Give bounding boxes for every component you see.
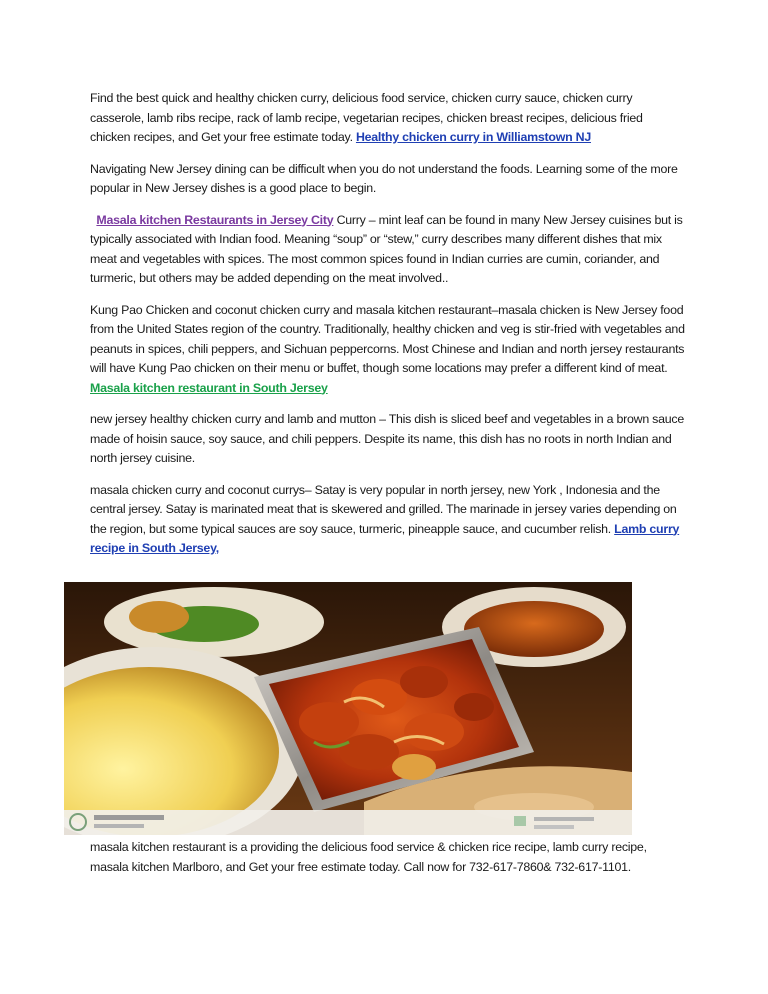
paragraph-kung-pao-text: Kung Pao Chicken and coconut chicken curry and masala kitchen restaurant–masala chicken is New Jersey food from the United States region of the country. Traditionally, healthy chicken and veg is stir-fried with vegetables and peanuts in spices, chili peppers, and Sichuan peppercorns. Most Chinese and Indian and north jersey restaurants will have Kung Pao chicken on their menu or buffet, though some locations may prefer a different kind of meat.: [90, 302, 685, 375]
link-healthy-chicken-curry[interactable]: Healthy chicken curry in Williamstown NJ: [355, 130, 591, 144]
paragraph-navigating-text: Navigating New Jersey dining can be difficult when you do not understand the foods. Learning some of the more popular in New Jersey dishes is a good place to begin.: [90, 161, 678, 195]
paragraph-beef-text: new jersey healthy chicken curry and lamb and mutton – This dish is sliced beef and vegetables in a brown sauce made of hoisin sauce, soy sauce, and chili peppers. Despite its name, this dish has no roots in north Indian and north jersey cuisine.: [90, 412, 684, 465]
paragraph-satay: [90, 481, 686, 559]
paragraph-navigating: [90, 160, 686, 199]
link-lamb-curry-recipe[interactable]: Lamb curry recipe in South Jersey,: [90, 521, 680, 555]
link-masala-kitchen-south-jersey[interactable]: Masala kitchen restaurant in South Jersey: [90, 380, 328, 395]
paragraph-curry: [90, 211, 686, 289]
paragraph-closing: [90, 838, 686, 877]
link-masala-kitchen-jersey-city[interactable]: Masala kitchen Restaurants in Jersey City: [96, 212, 334, 227]
paragraph-beef: [90, 410, 686, 469]
paragraph-kung-pao: [90, 301, 686, 399]
paragraph-closing-text: masala kitchen restaurant is a providing the delicious food service & chicken rice recipe, lamb curry recipe, masala kitchen Marlboro, and Get your free estimate today. Call now for 732-617-7860& 732-617-1101.: [90, 840, 647, 874]
paragraph-intro-text: Find the best quick and healthy chicken curry, delicious food service, chicken curry sauce, chicken curry casserole, lamb ribs recipe, rack of lamb recipe, vegetarian recipes, chicken breast recipes, delicious fried chicken recipes, and Get your free estimate today.: [90, 91, 643, 144]
paragraph-satay-text: masala chicken curry and coconut currys– Satay is very popular in north jersey, new York , Indonesia and the central jersey. Satay is marinated meat that is skewered and grilled. The marinade in jersey varies depending on the region, but some typical sauces are soy sauce, turmeric, pineapple sauce, and cucumber relish.: [90, 482, 677, 536]
paragraph-curry-text: Curry – mint leaf can be found in many New Jersey cuisines but is typically associated with Indian food. Meaning “soup” or “stew,” curry describes many different dishes that mix meat and vegetables with spices. The most common spices found in Indian curries are cumin, coriander, and turmeric, but others may be added depending on the meat involved..: [90, 212, 683, 285]
paragraph-intro: [90, 89, 686, 148]
document-body: [90, 89, 686, 571]
food-photo: [64, 582, 632, 835]
